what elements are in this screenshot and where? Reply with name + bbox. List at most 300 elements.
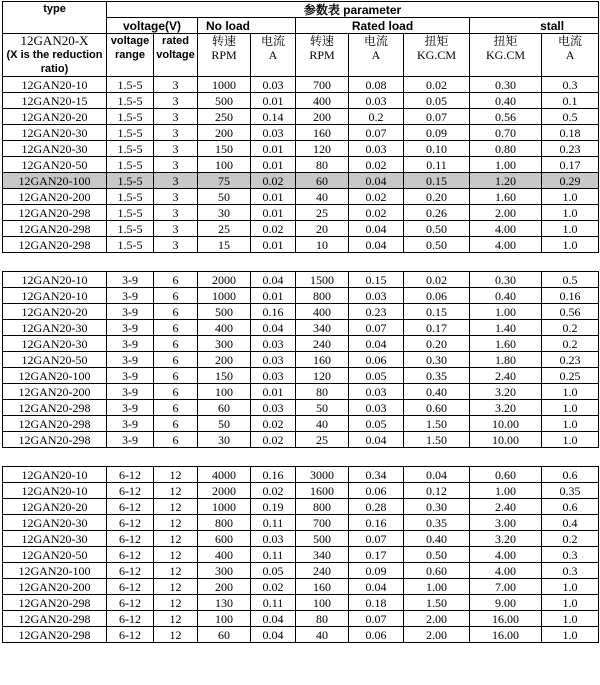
noload-current-cell: 0.03 [251, 77, 296, 93]
rated-torque-cell: 0.30 [404, 352, 470, 368]
voltage-range-cell: 1.5-5 [107, 221, 154, 237]
rated-current-cell: 0.02 [349, 205, 404, 221]
rated-current-cell: 0.07 [349, 320, 404, 336]
noload-speed-cell: 100 [198, 611, 251, 627]
model-cell: 12GAN20-200 [3, 579, 107, 595]
rated-voltage-cell: 3 [154, 173, 198, 189]
model-cell: 12GAN20-30 [3, 336, 107, 352]
stall-current-cell: 0.3 [542, 563, 599, 579]
model-cell: 12GAN20-30 [3, 125, 107, 141]
stall-current-cell: 0.18 [542, 125, 599, 141]
noload-speed-cell: 150 [198, 368, 251, 384]
voltage-range-header: voltage range [107, 34, 154, 77]
stall-current-cell: 1.0 [542, 205, 599, 221]
noload-current-cell: 0.05 [251, 563, 296, 579]
rated-current-cell: 0.04 [349, 237, 404, 253]
rated-torque-cell: 1.50 [404, 595, 470, 611]
stall-current-cell: 1.0 [542, 579, 599, 595]
model-pattern: 12GAN20-X [20, 33, 89, 48]
rated-speed-cell: 240 [296, 563, 349, 579]
voltage-range-cell: 6-12 [107, 627, 154, 643]
voltage-range-cell: 1.5-5 [107, 141, 154, 157]
noload-speed-cell: 600 [198, 531, 251, 547]
table-row [3, 579, 599, 595]
noload-current-cell: 0.01 [251, 93, 296, 109]
rated-speed-cell: 240 [296, 336, 349, 352]
rated-speed-cell: 1600 [296, 483, 349, 499]
voltage-range-cell: 6-12 [107, 467, 154, 483]
rated-current-cell: 0.2 [349, 109, 404, 125]
voltage-header: voltage(V) [107, 18, 198, 34]
rated-voltage-cell: 3 [154, 237, 198, 253]
table-row [3, 547, 599, 563]
rated-current-cell: 0.06 [349, 483, 404, 499]
model-cell: 12GAN20-10 [3, 483, 107, 499]
noload-speed-header: 转速 RPM [198, 34, 251, 77]
rated-voltage-cell: 3 [154, 125, 198, 141]
rated-torque-cell: 0.15 [404, 173, 470, 189]
noload-speed-cell: 100 [198, 384, 251, 400]
noload-current-cell: 0.01 [251, 141, 296, 157]
stall-current-cell: 1.0 [542, 432, 599, 448]
stall-current-cell: 1.0 [542, 189, 599, 205]
stall-current-cell: 0.3 [542, 77, 599, 93]
rated-speed-cell: 160 [296, 352, 349, 368]
rated-torque-cell: 0.35 [404, 515, 470, 531]
model-cell: 12GAN20-50 [3, 157, 107, 173]
table-row [3, 125, 599, 141]
voltage-range-cell: 6-12 [107, 483, 154, 499]
noload-current-cell: 0.04 [251, 611, 296, 627]
noload-current-cell: 0.01 [251, 288, 296, 304]
model-cell: 12GAN20-298 [3, 627, 107, 643]
stall-torque-cell: 0.80 [470, 141, 542, 157]
stall-torque-cell: 16.00 [470, 627, 542, 643]
model-cell: 12GAN20-298 [3, 237, 107, 253]
rated-current-cell: 0.09 [349, 563, 404, 579]
group-separator [3, 253, 599, 272]
rated-speed-cell: 60 [296, 173, 349, 189]
rated-voltage-cell: 6 [154, 304, 198, 320]
voltage-range-cell: 6-12 [107, 531, 154, 547]
rated-current-cell: 0.03 [349, 93, 404, 109]
noload-speed-cell: 25 [198, 221, 251, 237]
stall-torque-cell: 3.20 [470, 384, 542, 400]
rated-speed-cell: 800 [296, 499, 349, 515]
stall-torque-cell: 1.00 [470, 157, 542, 173]
rated-current-cell: 0.02 [349, 189, 404, 205]
rated-torque-cell: 0.06 [404, 288, 470, 304]
stall-current-cell: 1.0 [542, 400, 599, 416]
noload-speed-cell: 75 [198, 173, 251, 189]
stall-current-cell: 0.6 [542, 499, 599, 515]
rated-speed-cell: 160 [296, 579, 349, 595]
rated-torque-cell: 0.05 [404, 93, 470, 109]
model-cell: 12GAN20-298 [3, 432, 107, 448]
stall-current-cell: 1.0 [542, 384, 599, 400]
noload-current-cell: 0.01 [251, 157, 296, 173]
voltage-range-cell: 1.5-5 [107, 173, 154, 189]
noload-speed-cell: 60 [198, 627, 251, 643]
model-cell: 12GAN20-10 [3, 272, 107, 288]
rated-voltage-cell: 12 [154, 627, 198, 643]
voltage-range-cell: 1.5-5 [107, 205, 154, 221]
model-cell: 12GAN20-10 [3, 467, 107, 483]
model-cell: 12GAN20-100 [3, 563, 107, 579]
stall-current-cell: 0.6 [542, 467, 599, 483]
rated-voltage-cell: 12 [154, 467, 198, 483]
noload-current-cell: 0.02 [251, 483, 296, 499]
noload-current-cell: 0.03 [251, 531, 296, 547]
rated-current-cell: 0.04 [349, 221, 404, 237]
stall-torque-cell: 7.00 [470, 579, 542, 595]
stall-current-cell: 1.0 [542, 416, 599, 432]
rated-torque-cell: 0.26 [404, 205, 470, 221]
rated-speed-cell: 120 [296, 141, 349, 157]
rated-torque-cell: 1.50 [404, 432, 470, 448]
table-row [3, 384, 599, 400]
rated-torque-cell: 0.35 [404, 368, 470, 384]
table-row [3, 77, 599, 93]
rated-voltage-cell: 3 [154, 157, 198, 173]
stall-torque-cell: 4.00 [470, 547, 542, 563]
model-cell: 12GAN20-30 [3, 141, 107, 157]
table-row [3, 627, 599, 643]
rated-speed-cell: 500 [296, 531, 349, 547]
stall-torque-header: 扭矩 KG.CM [470, 34, 542, 77]
rated-voltage-cell: 3 [154, 189, 198, 205]
model-cell: 12GAN20-10 [3, 77, 107, 93]
rated-torque-cell: 0.50 [404, 237, 470, 253]
model-cell: 12GAN20-100 [3, 368, 107, 384]
rated-current-cell: 0.15 [349, 272, 404, 288]
stall-torque-cell: 3.20 [470, 400, 542, 416]
rated-torque-header: 扭矩 KG.CM [404, 34, 470, 77]
noload-speed-cell: 250 [198, 109, 251, 125]
rated-voltage-cell: 3 [154, 77, 198, 93]
stall-torque-cell: 1.80 [470, 352, 542, 368]
table-row [3, 272, 599, 288]
stall-torque-cell: 0.40 [470, 93, 542, 109]
voltage-range-cell: 3-9 [107, 272, 154, 288]
stall-torque-cell: 3.00 [470, 515, 542, 531]
rated-speed-cell: 40 [296, 416, 349, 432]
rated-voltage-cell: 3 [154, 221, 198, 237]
table-row [3, 368, 599, 384]
rated-current-cell: 0.05 [349, 368, 404, 384]
model-cell: 12GAN20-30 [3, 531, 107, 547]
stall-current-cell: 1.0 [542, 221, 599, 237]
table-row [3, 304, 599, 320]
stall-current-cell: 0.17 [542, 157, 599, 173]
voltage-range-cell: 6-12 [107, 499, 154, 515]
stall-torque-cell: 0.70 [470, 125, 542, 141]
rated-torque-cell: 0.50 [404, 547, 470, 563]
rated-current-cell: 0.23 [349, 304, 404, 320]
rated-current-cell: 0.34 [349, 467, 404, 483]
table-row [3, 189, 599, 205]
stall-current-cell: 0.2 [542, 336, 599, 352]
voltage-range-cell: 6-12 [107, 611, 154, 627]
noload-current-cell: 0.01 [251, 205, 296, 221]
voltage-range-cell: 3-9 [107, 416, 154, 432]
rated-current-cell: 0.03 [349, 288, 404, 304]
noload-current-cell: 0.14 [251, 109, 296, 125]
rated-torque-cell: 2.00 [404, 627, 470, 643]
noload-current-cell: 0.01 [251, 384, 296, 400]
stall-current-cell: 0.4 [542, 515, 599, 531]
rated-speed-cell: 100 [296, 595, 349, 611]
table-row [3, 563, 599, 579]
stall-current-cell: 0.1 [542, 93, 599, 109]
noload-speed-cell: 1000 [198, 499, 251, 515]
voltage-range-cell: 6-12 [107, 515, 154, 531]
voltage-range-cell: 3-9 [107, 352, 154, 368]
rated-speed-cell: 800 [296, 288, 349, 304]
noload-current-cell: 0.03 [251, 125, 296, 141]
rated-speed-cell: 400 [296, 304, 349, 320]
noload-speed-cell: 100 [198, 157, 251, 173]
rated-current-cell: 0.04 [349, 432, 404, 448]
rated-current-cell: 0.05 [349, 416, 404, 432]
noload-speed-cell: 2000 [198, 272, 251, 288]
rated-voltage-cell: 12 [154, 499, 198, 515]
rated-voltage-cell: 6 [154, 272, 198, 288]
voltage-range-cell: 3-9 [107, 400, 154, 416]
rated-torque-cell: 0.02 [404, 77, 470, 93]
table-row-highlighted [3, 173, 599, 189]
stall-current-cell: 0.3 [542, 547, 599, 563]
noload-speed-cell: 1000 [198, 288, 251, 304]
rated-speed-cell: 80 [296, 384, 349, 400]
noload-current-cell: 0.02 [251, 432, 296, 448]
table-row [3, 141, 599, 157]
table-row [3, 595, 599, 611]
rated-torque-cell: 0.20 [404, 189, 470, 205]
rated-torque-cell: 0.09 [404, 125, 470, 141]
noload-current-cell: 0.16 [251, 304, 296, 320]
stall-torque-cell: 4.00 [470, 563, 542, 579]
stall-torque-cell: 2.40 [470, 368, 542, 384]
noload-current-cell: 0.02 [251, 221, 296, 237]
voltage-range-cell: 3-9 [107, 384, 154, 400]
rated-speed-cell: 340 [296, 320, 349, 336]
stall-torque-cell: 0.40 [470, 288, 542, 304]
noload-current-cell: 0.01 [251, 189, 296, 205]
model-cell: 12GAN20-30 [3, 320, 107, 336]
table-row [3, 320, 599, 336]
rated-torque-cell: 0.17 [404, 320, 470, 336]
noload-current-cell: 0.04 [251, 627, 296, 643]
rated-voltage-cell: 6 [154, 320, 198, 336]
model-cell: 12GAN20-30 [3, 515, 107, 531]
stall-torque-cell: 0.30 [470, 77, 542, 93]
rated-voltage-cell: 12 [154, 611, 198, 627]
model-cell: 12GAN20-298 [3, 416, 107, 432]
rated-speed-cell: 20 [296, 221, 349, 237]
rated-current-cell: 0.03 [349, 384, 404, 400]
stall-current-cell: 0.56 [542, 304, 599, 320]
table-row [3, 499, 599, 515]
rated-voltage-cell: 6 [154, 384, 198, 400]
model-cell: 12GAN20-20 [3, 304, 107, 320]
rated-current-header: 电流 A [349, 34, 404, 77]
noload-speed-cell: 1000 [198, 77, 251, 93]
rated-speed-cell: 120 [296, 368, 349, 384]
noload-speed-cell: 300 [198, 563, 251, 579]
noload-header: No load [198, 18, 296, 34]
model-cell: 12GAN20-10 [3, 288, 107, 304]
rated-torque-cell: 0.04 [404, 467, 470, 483]
voltage-range-cell: 6-12 [107, 595, 154, 611]
rated-voltage-cell: 3 [154, 109, 198, 125]
model-cell: 12GAN20-50 [3, 352, 107, 368]
voltage-range-cell: 1.5-5 [107, 157, 154, 173]
rated-current-cell: 0.06 [349, 352, 404, 368]
stall-torque-cell: 1.20 [470, 173, 542, 189]
rated-current-cell: 0.08 [349, 77, 404, 93]
stall-torque-cell: 0.56 [470, 109, 542, 125]
noload-current-cell: 0.03 [251, 368, 296, 384]
stall-current-cell: 0.25 [542, 368, 599, 384]
rated-torque-cell: 0.15 [404, 304, 470, 320]
voltage-range-cell: 3-9 [107, 432, 154, 448]
rated-speed-cell: 25 [296, 205, 349, 221]
stall-torque-cell: 4.00 [470, 237, 542, 253]
stall-torque-cell: 2.40 [470, 499, 542, 515]
noload-current-cell: 0.11 [251, 595, 296, 611]
table-row [3, 611, 599, 627]
voltage-range-cell: 1.5-5 [107, 109, 154, 125]
rated-voltage-cell: 12 [154, 563, 198, 579]
rated-speed-cell: 25 [296, 432, 349, 448]
rated-torque-cell: 0.60 [404, 563, 470, 579]
stall-torque-cell: 16.00 [470, 611, 542, 627]
noload-speed-cell: 2000 [198, 483, 251, 499]
noload-speed-cell: 50 [198, 416, 251, 432]
rated-speed-cell: 700 [296, 515, 349, 531]
rated-voltage-cell: 12 [154, 547, 198, 563]
rated-torque-cell: 0.02 [404, 272, 470, 288]
noload-speed-cell: 15 [198, 237, 251, 253]
table-body [3, 77, 599, 643]
stall-torque-cell: 1.00 [470, 483, 542, 499]
rated-torque-cell: 0.60 [404, 400, 470, 416]
model-cell: 12GAN20-200 [3, 189, 107, 205]
model-cell [3, 34, 107, 77]
rated-torque-cell: 1.00 [404, 579, 470, 595]
model-cell: 12GAN20-298 [3, 400, 107, 416]
rated-torque-cell: 0.10 [404, 141, 470, 157]
noload-current-header: 电流 A [251, 34, 296, 77]
group-separator [3, 448, 599, 467]
rated-speed-cell: 160 [296, 125, 349, 141]
table-row [3, 109, 599, 125]
noload-speed-cell: 400 [198, 320, 251, 336]
voltage-range-cell: 1.5-5 [107, 93, 154, 109]
rated-current-cell: 0.04 [349, 579, 404, 595]
model-cell: 12GAN20-298 [3, 221, 107, 237]
rated-voltage-cell: 6 [154, 416, 198, 432]
table-row [3, 352, 599, 368]
rated-speed-cell: 3000 [296, 467, 349, 483]
voltage-range-cell: 1.5-5 [107, 189, 154, 205]
rated-torque-cell: 2.00 [404, 611, 470, 627]
voltage-range-cell: 6-12 [107, 547, 154, 563]
rated-current-cell: 0.04 [349, 173, 404, 189]
rated-current-cell: 0.03 [349, 400, 404, 416]
model-cell: 12GAN20-20 [3, 109, 107, 125]
noload-current-cell: 0.03 [251, 352, 296, 368]
noload-speed-cell: 150 [198, 141, 251, 157]
stall-torque-cell: 3.20 [470, 531, 542, 547]
stall-current-cell: 0.5 [542, 272, 599, 288]
voltage-range-cell: 6-12 [107, 563, 154, 579]
rated-voltage-cell: 6 [154, 352, 198, 368]
ratedload-header: Rated load [296, 18, 470, 34]
rated-current-cell: 0.17 [349, 547, 404, 563]
parameter-header: 参数表 parameter [107, 2, 599, 18]
model-cell: 12GAN20-298 [3, 611, 107, 627]
model-cell: 12GAN20-50 [3, 547, 107, 563]
stall-torque-cell: 1.40 [470, 320, 542, 336]
stall-current-cell: 0.23 [542, 352, 599, 368]
rated-torque-cell: 0.20 [404, 336, 470, 352]
stall-current-cell: 0.16 [542, 288, 599, 304]
table-row [3, 531, 599, 547]
stall-current-cell: 1.0 [542, 611, 599, 627]
spec-table [2, 1, 599, 643]
rated-speed-cell: 700 [296, 77, 349, 93]
type-header: type [3, 2, 107, 34]
rated-speed-cell: 10 [296, 237, 349, 253]
voltage-range-cell: 3-9 [107, 336, 154, 352]
table-row [3, 288, 599, 304]
stall-current-cell: 0.2 [542, 320, 599, 336]
rated-speed-cell: 400 [296, 93, 349, 109]
noload-current-cell: 0.16 [251, 467, 296, 483]
rated-current-cell: 0.07 [349, 125, 404, 141]
rated-torque-cell: 1.50 [404, 416, 470, 432]
stall-current-cell: 0.29 [542, 173, 599, 189]
noload-current-cell: 0.04 [251, 272, 296, 288]
rated-speed-cell: 50 [296, 400, 349, 416]
noload-current-cell: 0.03 [251, 336, 296, 352]
noload-current-cell: 0.11 [251, 547, 296, 563]
stall-torque-cell: 1.00 [470, 304, 542, 320]
stall-torque-cell: 1.60 [470, 336, 542, 352]
noload-current-cell: 0.03 [251, 400, 296, 416]
noload-speed-cell: 800 [198, 515, 251, 531]
rated-current-cell: 0.03 [349, 141, 404, 157]
noload-current-cell: 0.11 [251, 515, 296, 531]
rated-torque-cell: 0.40 [404, 531, 470, 547]
table-row [3, 237, 599, 253]
noload-speed-cell: 130 [198, 595, 251, 611]
noload-speed-cell: 30 [198, 205, 251, 221]
model-cell: 12GAN20-100 [3, 173, 107, 189]
noload-speed-cell: 200 [198, 352, 251, 368]
rated-speed-cell: 340 [296, 547, 349, 563]
noload-current-cell: 0.02 [251, 416, 296, 432]
stall-current-cell: 1.0 [542, 237, 599, 253]
noload-current-cell: 0.02 [251, 173, 296, 189]
table-row [3, 483, 599, 499]
rated-torque-cell: 0.12 [404, 483, 470, 499]
stall-torque-cell: 10.00 [470, 432, 542, 448]
stall-torque-cell: 0.30 [470, 272, 542, 288]
rated-voltage-cell: 3 [154, 93, 198, 109]
